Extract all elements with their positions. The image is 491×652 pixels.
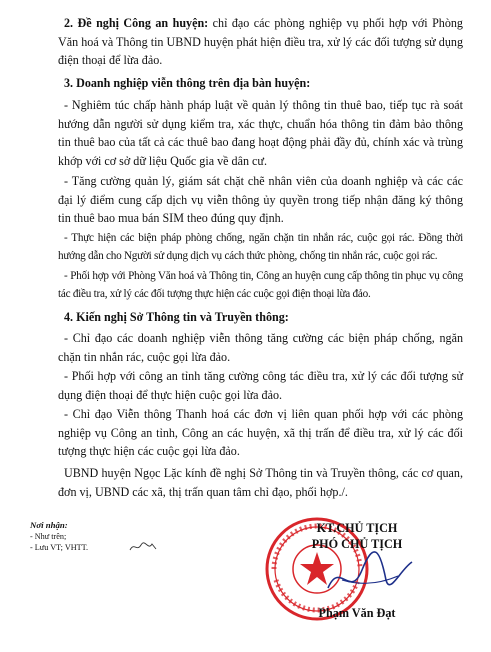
section-4-item-2: - Phối hợp với công an tỉnh tăng cường công tác điều tra, xử lý các đối tượng sử dụng điện thoại để thực hiện cuộc gọi lừa đảo. [58,369,463,402]
signer-role-line-1: KT.CHỦ TỊCH [316,521,398,535]
section-4-item-1: - Chỉ đạo các doanh nghiệp viễn thông tăng cường các biện pháp chống, ngăn chặn tin nhắn rác, cuộc gọi lừa đảo. [58,331,463,364]
signature-block [262,520,452,640]
recipients-block [30,520,190,553]
handwritten-signature-icon [320,540,420,610]
police-request-paragraph [58,14,463,70]
signer-name: Phạm Văn Đạt [318,606,396,620]
section-3-heading: 3. Doanh nghiệp viễn thông trên địa bàn huyện: [64,76,311,90]
police-request-label: 2. Đề nghị Công an huyện: [64,16,209,30]
section-3-item-3: - Thực hiện các biện pháp phòng chống, ngăn chặn tin nhắn rác, cuộc gọi rác. Đồng thời hướng dẫn cho Người sử dụng dịch vụ cách thức phòng, chống tin nhắn rác, cuộc gọi rác. [58,232,463,263]
closing-paragraph: UBND huyện Ngọc Lặc kính đề nghị Sở Thông tin và Truyền thông, các cơ quan, đơn vị, UBND các xã, thị trấn quan tâm chỉ đạo, phối hợp./. [58,466,463,499]
recipients-title: Nơi nhận: [30,520,68,530]
recipient-item: - Như trên; [30,532,67,541]
signer-role-line-2: PHÓ CHỦ TỊCH [311,537,403,551]
section-3-item-2: - Tăng cường quản lý, giám sát chặt chẽ nhân viên của doanh nghiệp và các các đại lý điểm cung cấp dịch vụ viễn thông ủy quyền trong tiếp nhận đăng ký thông tin thuê bao mua bán SIM theo đúng quy định. [58,174,463,226]
section-4-heading: 4. Kiến nghị Sở Thông tin và Truyền thông: [64,310,289,324]
initials-scribble [128,540,158,554]
recipient-item: - Lưu VT; VHTT. [30,543,89,552]
section-3-item-4: - Phối hợp với Phòng Văn hoá và Thông tin, Công an huyện cung cấp thông tin phục vụ công tác điều tra, xử lý các đối tượng thực hiện các cuộc gọi điện thoại lừa đảo. [58,270,463,301]
police-request-text: chỉ đạo các phòng nghiệp vụ phối hợp với Phòng Văn hoá và Thông tin UBND huyện phát hiện điều tra, xử lý các đối tượng sử dụng điện thoại để lừa đảo. [58,16,463,68]
section-3-item-1: - Nghiêm túc chấp hành pháp luật về quản lý thông tin thuê bao, tiếp tục rà soát hướng dẫn người sử dụng kiểm tra, xác thực, chuẩn hóa thông tin đảm bảo thông tin thuê bao của tất cả các thuê bao đang hoạt động phải đầy đủ, chính xác và trùng khớp với cơ sở dữ liệu Quốc gia về dân cư. [58,98,463,168]
section-4-item-3: - Chỉ đạo Viễn thông Thanh hoá các đơn vị liên quan phối hợp với các phòng nghiệp vụ Công an tỉnh, Công an các huyện, xã thị trấn để điều tra, xử lý các đối tượng thực hiện các cuộc gọi lừa đảo. [58,407,463,459]
